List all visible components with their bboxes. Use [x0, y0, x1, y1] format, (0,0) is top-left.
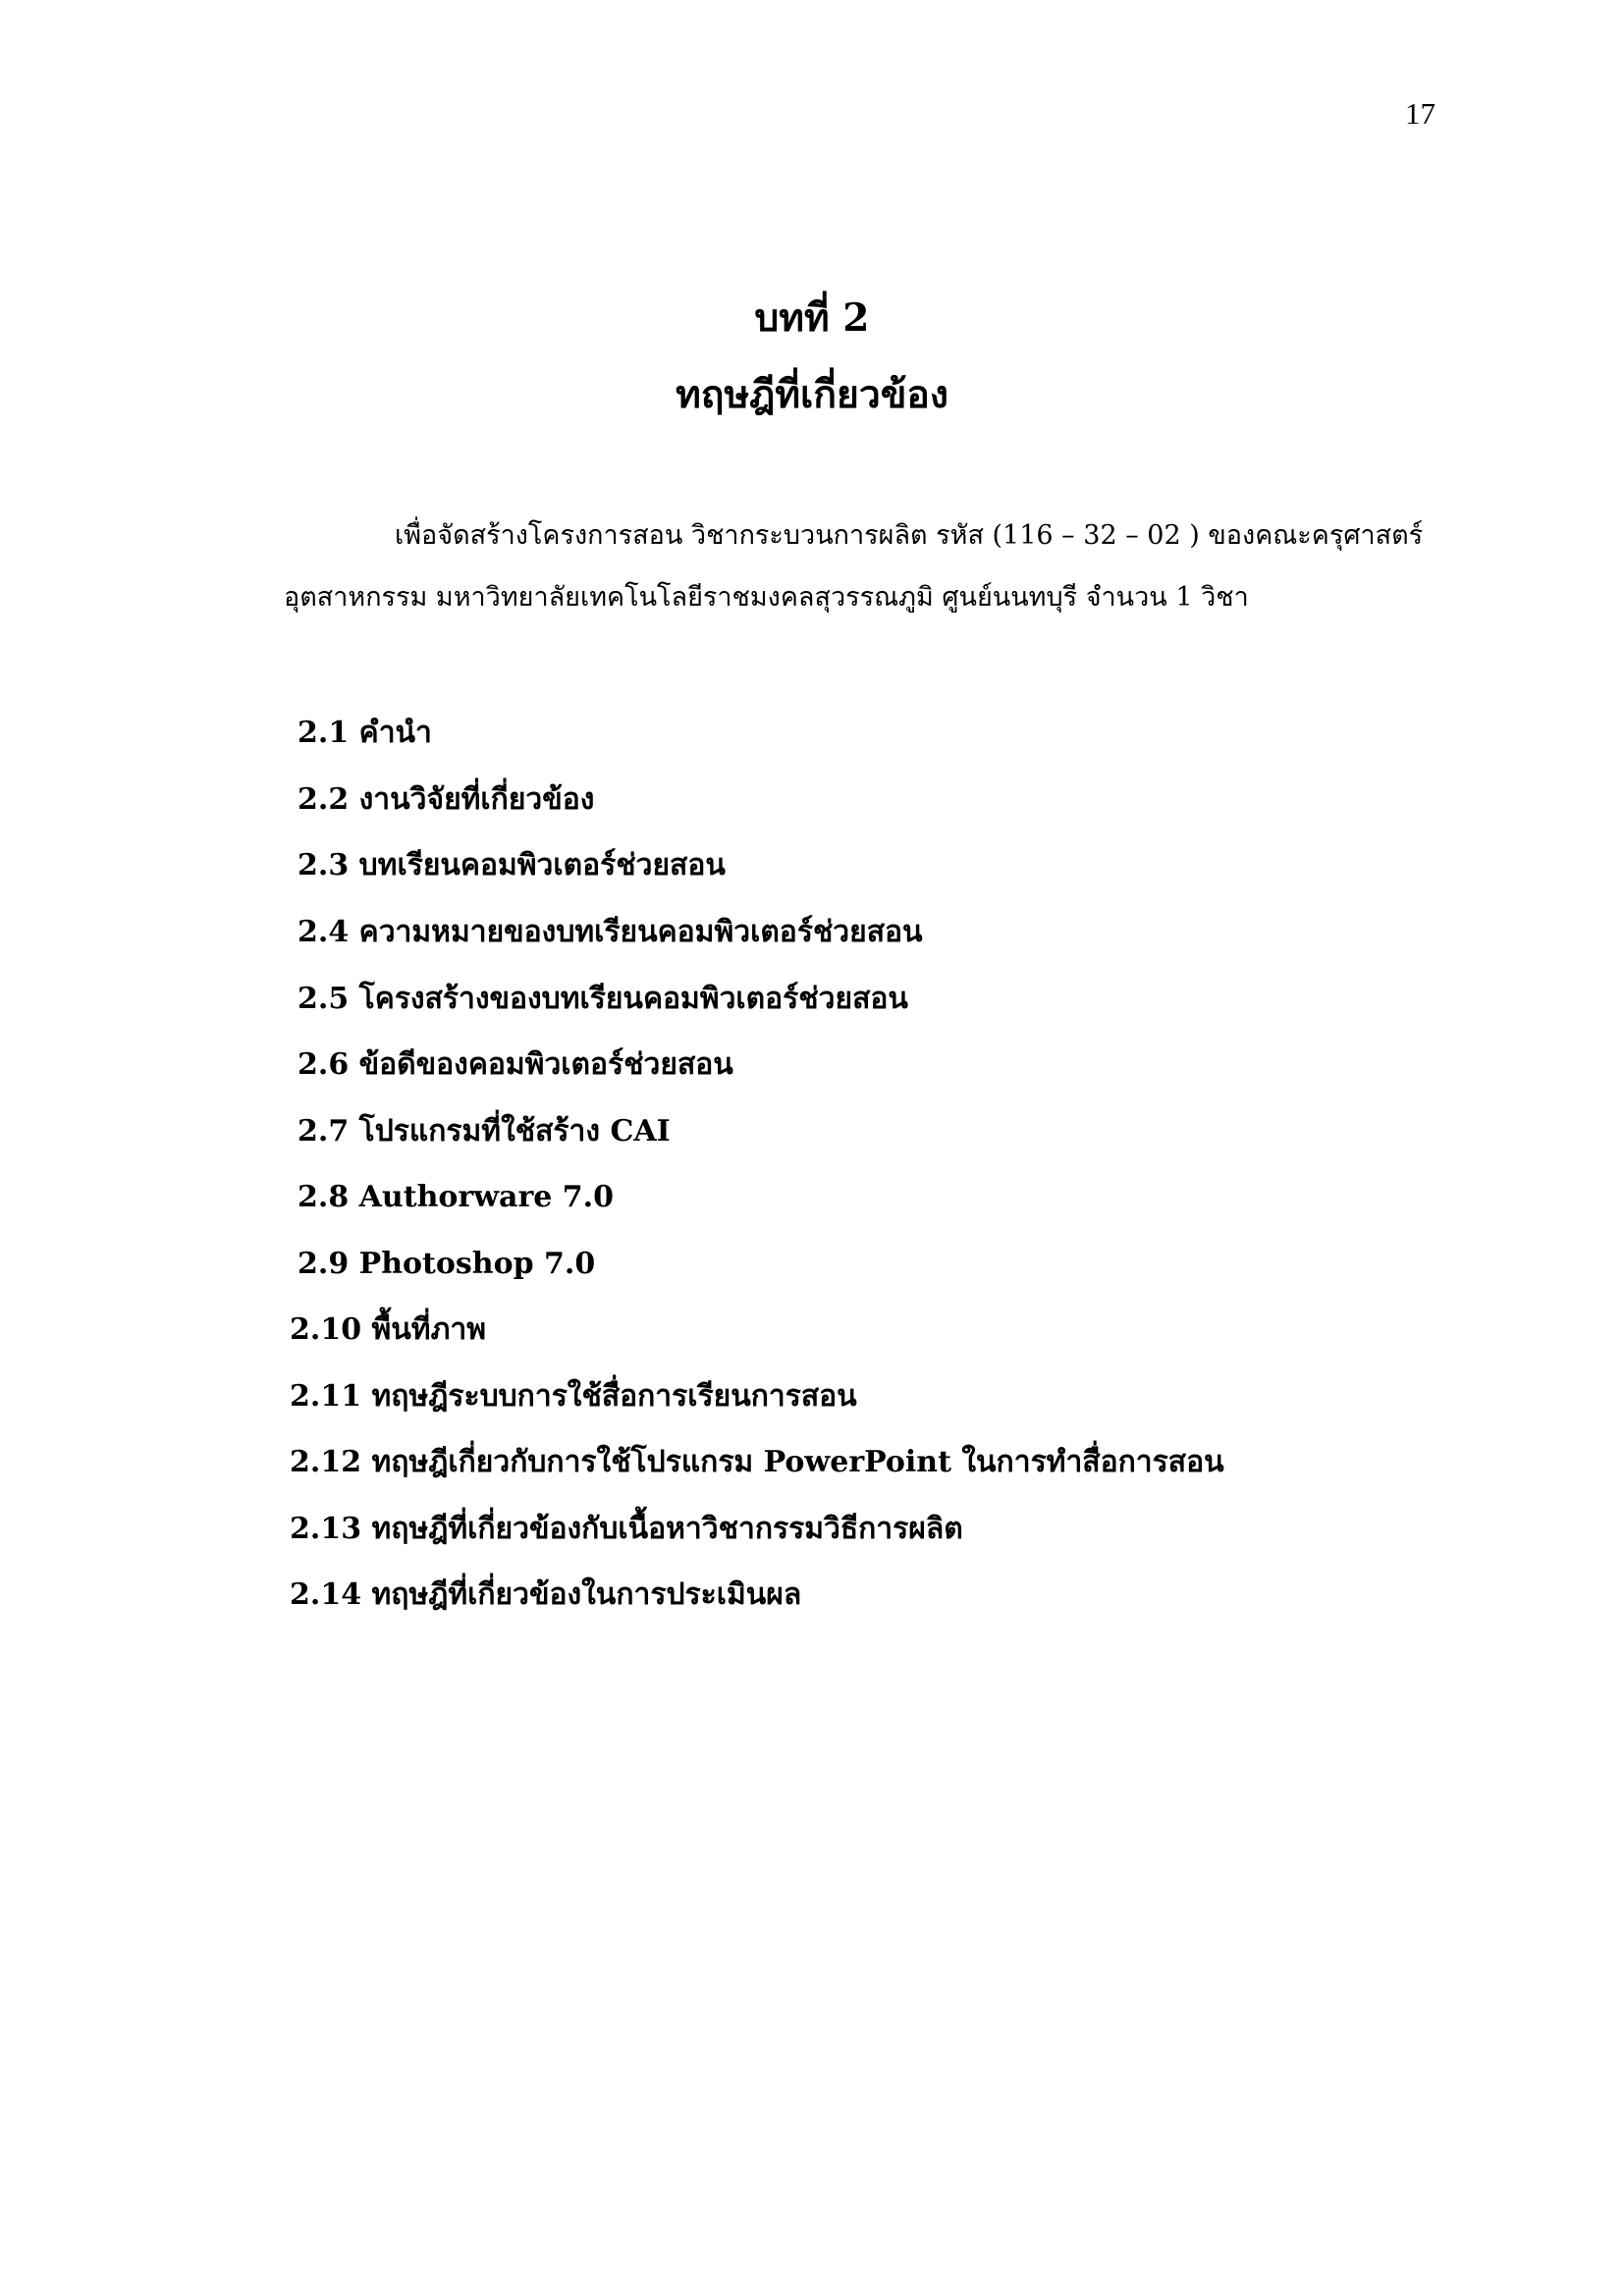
toc-item-2-5: 2.5 โครงสร้างของบทเรียนคอมพิวเตอร์ช่วยสอน: [298, 982, 908, 1016]
toc-item-2-7: 2.7 โปรแกรมที่ใช้สร้าง CAI: [298, 1114, 671, 1148]
toc-item-2-13: 2.13 ทฤษฎีที่เกี่ยวข้องกับเนื้อหาวิชากรรมวิธีการผลิต: [290, 1512, 963, 1546]
toc-item-2-10: 2.10 พื้นที่ภาพ: [290, 1312, 486, 1347]
toc-item-2-3: 2.3 บทเรียนคอมพิวเตอร์ช่วยสอน: [298, 848, 726, 882]
intro-paragraph-line-1: เพื่อจัดสร้างโครงการสอน วิชากระบวนการผลิต รหัส (116 – 32 – 02 ) ของคณะครุศาสตร์: [395, 520, 1424, 551]
page-number: 17: [1405, 96, 1435, 131]
toc-item-2-2: 2.2 งานวิจัยที่เกี่ยวข้อง: [298, 782, 595, 817]
intro-paragraph-line-2: อุตสาหกรรม มหาวิทยาลัยเทคโนโลยีราชมงคลสุวรรณภูมิ ศูนย์นนทบุรี จำนวน 1 วิชา: [284, 582, 1249, 613]
toc-item-2-11: 2.11 ทฤษฎีระบบการใช้สื่อการเรียนการสอน: [290, 1379, 857, 1414]
toc-item-2-6: 2.6 ข้อดีของคอมพิวเตอร์ช่วยสอน: [298, 1047, 733, 1082]
toc-item-2-1: 2.1 คำนำ: [298, 716, 432, 750]
toc-item-2-14: 2.14 ทฤษฎีที่เกี่ยวข้องในการประเมินผล: [290, 1577, 802, 1612]
toc-item-2-12: 2.12 ทฤษฎีเกี่ยวกับการใช้โปรแกรม PowerPoint ในการทำสื่อการสอน: [290, 1445, 1224, 1479]
chapter-title: ทฤษฎีที่เกี่ยวข้อง: [676, 372, 948, 417]
toc-item-2-8: 2.8 Authorware 7.0: [298, 1180, 615, 1214]
chapter-label: บทที่ 2: [754, 295, 870, 341]
toc-item-2-4: 2.4 ความหมายของบทเรียนคอมพิวเตอร์ช่วยสอน: [298, 915, 923, 949]
toc-item-2-9: 2.9 Photoshop 7.0: [298, 1247, 596, 1281]
